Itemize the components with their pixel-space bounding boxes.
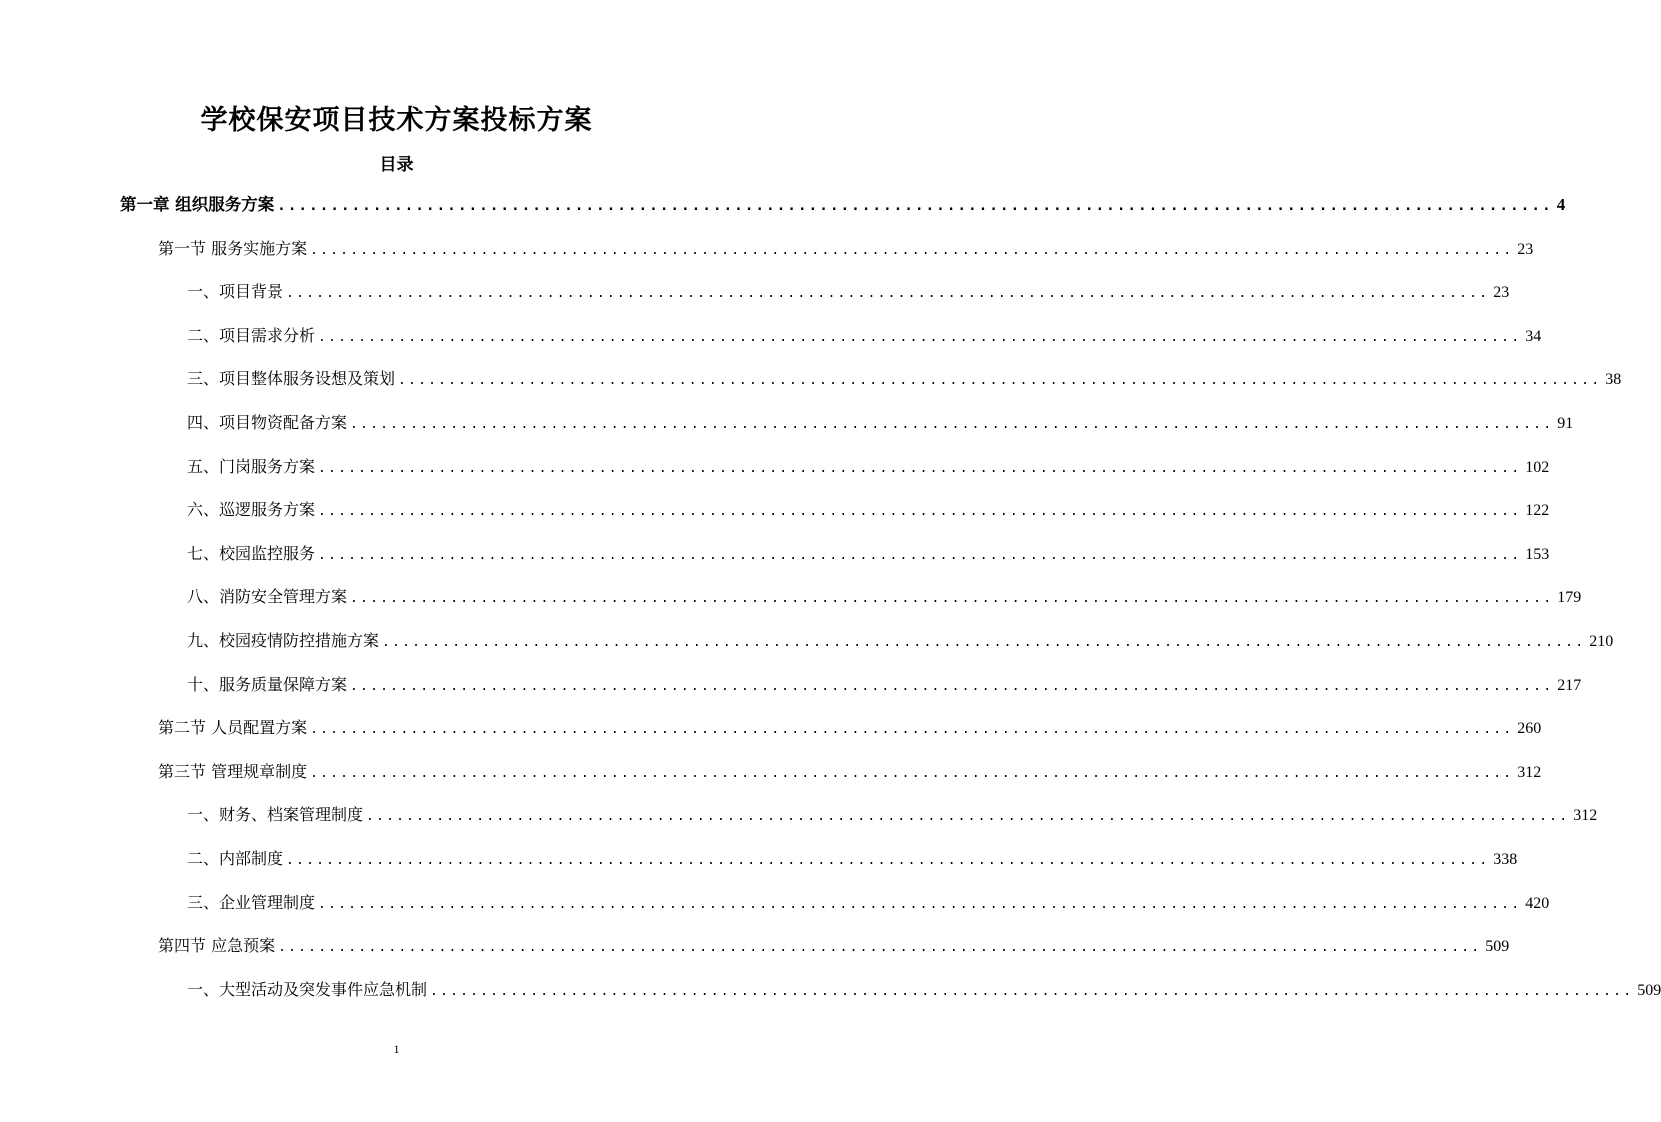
toc-entry-label: 三、项目整体服务设想及策划 <box>187 369 396 389</box>
toc-dot-leader: ........................................................................................................................ <box>350 591 1554 607</box>
toc-dot-leader: ........................................................................................................................ <box>350 417 1554 432</box>
toc-dot-leader: ........................................................................................................................ <box>350 678 1554 694</box>
toc-entry-page: 153 <box>1525 545 1550 563</box>
toc-entry[interactable] <box>187 670 1582 700</box>
toc-entry-label: 一、大型活动及突发事件应急机制 <box>187 979 428 999</box>
toc-entry-label: 二、内部制度 <box>187 849 284 868</box>
toc-entry-page: 509 <box>1637 981 1661 999</box>
toc-entry-page: 217 <box>1557 676 1582 694</box>
toc-entry-label: 三、企业管理制度 <box>187 892 316 912</box>
toc-dot-leader: ........................................................................................................................ <box>430 983 1634 999</box>
toc-entry[interactable] <box>158 234 1534 264</box>
toc-dot-leader: ........................................................................................................................ <box>286 286 1490 302</box>
document-title: 学校保安项目技术方案投标方案 <box>200 105 593 136</box>
toc-dot-leader: ........................................................................................................................ <box>310 242 1514 258</box>
toc-entry[interactable] <box>158 931 1510 961</box>
toc-entry-page: 91 <box>1557 415 1574 432</box>
toc-entry[interactable] <box>187 539 1550 569</box>
toc-entry[interactable] <box>187 408 1574 438</box>
toc-dot-leader: ........................................................................................................................ <box>318 547 1522 563</box>
toc-entry[interactable] <box>187 626 1614 656</box>
toc-entry-page: 312 <box>1517 763 1542 781</box>
toc-dot-leader: ........................................................................................................................ <box>398 373 1602 389</box>
toc-entry-page: 338 <box>1493 851 1518 868</box>
toc-entry-page: 260 <box>1517 720 1542 738</box>
toc-entry[interactable] <box>187 277 1510 307</box>
toc-dot-leader: ........................................................................................................................ <box>382 635 1586 650</box>
toc-entry[interactable] <box>120 190 1566 220</box>
toc-entry-label: 六、巡逻服务方案 <box>187 500 316 520</box>
toc-entry[interactable] <box>187 452 1550 482</box>
toc-dot-leader: ........................................................................................................................ <box>366 809 1570 825</box>
toc-entry-label: 七、校园监控服务 <box>187 543 316 563</box>
toc-dot-leader: ........................................................................................................................ <box>286 853 1490 868</box>
page-number: 1 <box>393 1042 400 1056</box>
toc-dot-leader: ........................................................................................................................ <box>277 198 1553 214</box>
toc-entry-page: 4 <box>1556 195 1566 214</box>
toc-dot-leader: ........................................................................................................................ <box>318 504 1522 520</box>
toc-entry[interactable] <box>187 321 1542 351</box>
toc-entry-label: 第四节 应急预案 <box>158 936 276 956</box>
toc-entry-label: 四、项目物资配备方案 <box>187 413 348 432</box>
toc-entry[interactable] <box>187 364 1622 394</box>
toc-entry-label: 八、消防安全管理方案 <box>187 587 348 607</box>
toc-entry-label: 九、校园疫情防控措施方案 <box>187 631 380 650</box>
toc-dot-leader: ........................................................................................................................ <box>318 460 1522 476</box>
toc-entry-label: 第二节 人员配置方案 <box>158 718 308 738</box>
toc-entry-page: 38 <box>1605 371 1622 389</box>
toc-entry-page: 509 <box>1485 938 1510 956</box>
toc-entry-label: 一、财务、档案管理制度 <box>187 805 364 825</box>
toc-dot-leader: ........................................................................................................................ <box>318 329 1522 345</box>
toc-entry[interactable] <box>187 495 1550 525</box>
toc-entry-page: 210 <box>1589 633 1614 650</box>
toc-entry-page: 312 <box>1573 807 1598 825</box>
toc-dot-leader: ........................................................................................................................ <box>310 765 1514 781</box>
toc-entry-page: 420 <box>1525 894 1550 912</box>
toc-dot-leader: ........................................................................................................................ <box>310 722 1514 738</box>
toc-entry[interactable] <box>187 888 1550 918</box>
toc-entry-label: 第一章 组织服务方案 <box>120 195 275 214</box>
toc-entry-label: 第三节 管理规章制度 <box>158 761 308 781</box>
toc-entry-page: 23 <box>1493 284 1510 302</box>
toc-entry-page: 34 <box>1525 327 1542 345</box>
toc-entry-label: 五、门岗服务方案 <box>187 456 316 476</box>
toc-entry[interactable] <box>187 582 1582 612</box>
toc-entry[interactable] <box>187 800 1598 830</box>
toc-entry-label: 一、项目背景 <box>187 282 284 302</box>
toc-entry[interactable] <box>187 975 1661 1005</box>
toc-entry-label: 十、服务质量保障方案 <box>187 674 348 694</box>
toc-entry[interactable] <box>187 844 1518 874</box>
toc-entry-page: 122 <box>1525 502 1550 520</box>
toc-entry[interactable] <box>158 713 1542 743</box>
toc-entry-page: 179 <box>1557 589 1582 607</box>
toc-entry-label: 二、项目需求分析 <box>187 325 316 345</box>
toc-dot-leader: ........................................................................................................................ <box>278 940 1482 956</box>
toc-dot-leader: ........................................................................................................................ <box>318 896 1522 912</box>
toc-entry-page: 102 <box>1525 458 1550 476</box>
toc-heading: 目录 <box>379 155 414 175</box>
toc-entry-page: 23 <box>1517 240 1534 258</box>
toc-entry-label: 第一节 服务实施方案 <box>158 238 308 258</box>
toc-entry[interactable] <box>158 757 1542 787</box>
